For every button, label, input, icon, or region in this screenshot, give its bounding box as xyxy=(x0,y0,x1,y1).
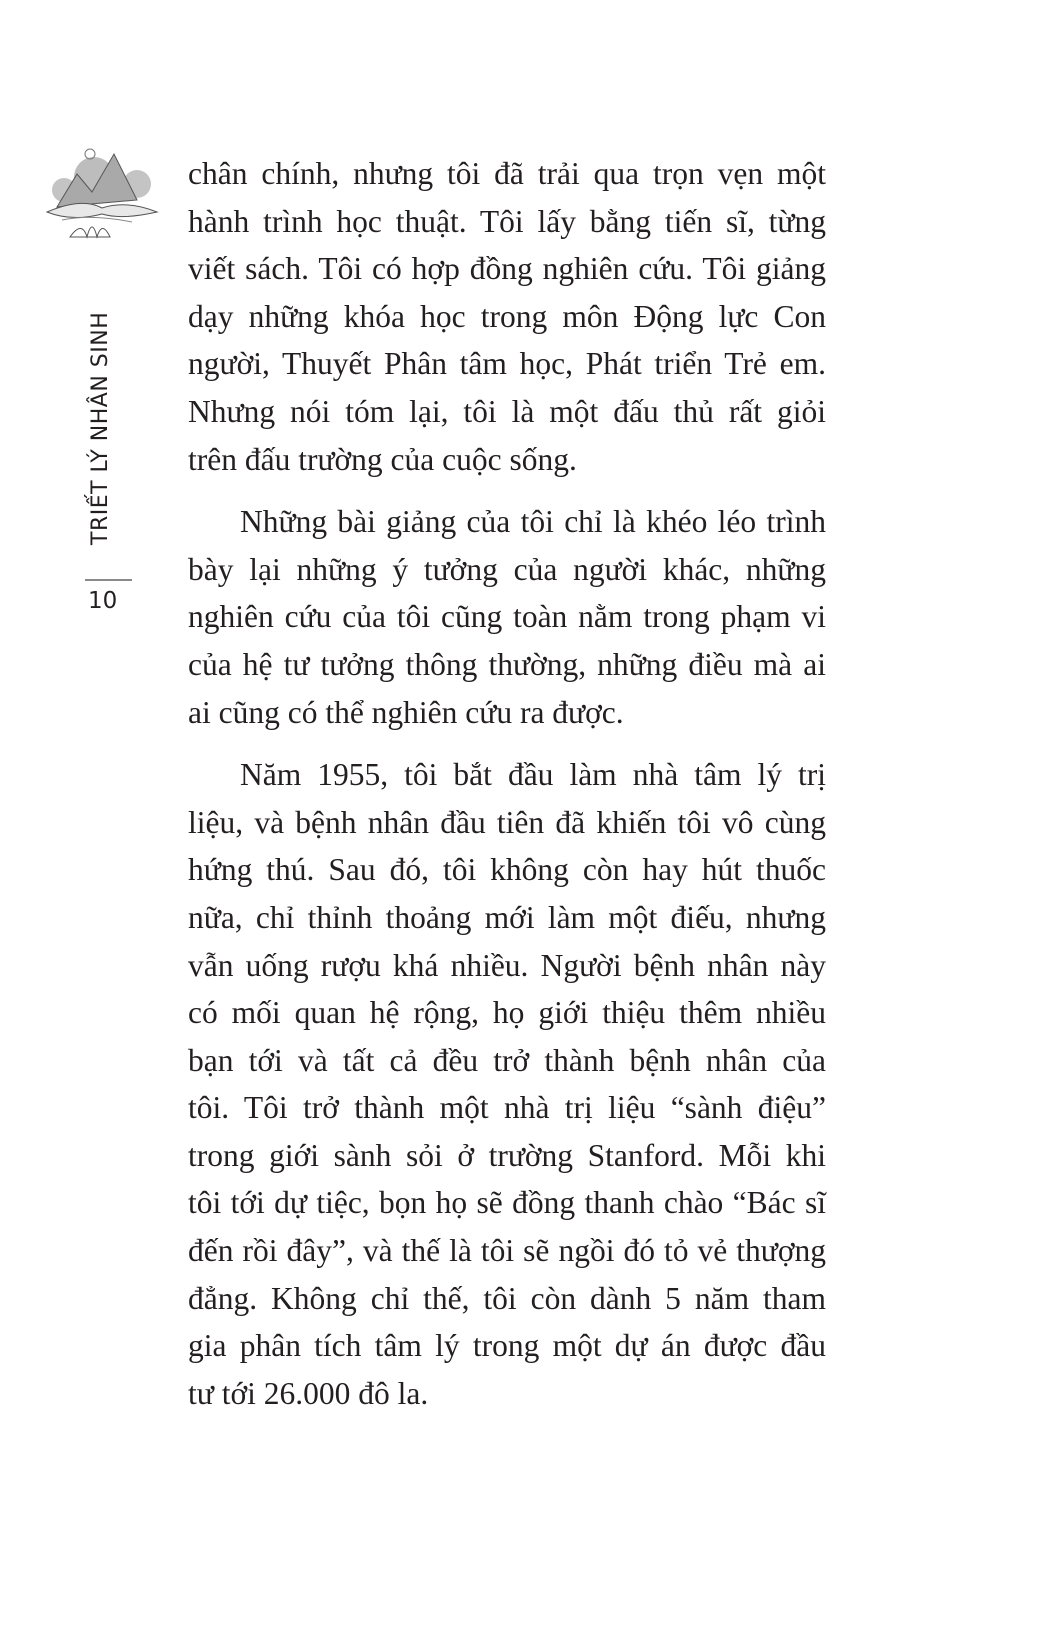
text-line: trên đấu trường của cuộc sống. xyxy=(188,441,577,477)
text-line: dạy những khóa học trong môn Động lực Con xyxy=(188,298,826,334)
text-line: hành trình học thuật. Tôi lấy bằng tiến sĩ, từng xyxy=(188,203,826,239)
text-line: tôi. Tôi trở thành một nhà trị liệu “sành điệu” xyxy=(188,1090,826,1126)
text-line: đến rồi đây”, và thế là tôi sẽ ngồi đó tỏ vẻ thượng xyxy=(188,1233,826,1269)
text-line: trong giới sành sỏi ở trường Stanford. Mỗi khi xyxy=(188,1137,826,1173)
text-line: viết sách. Tôi có hợp đồng nghiên cứu. Tôi giảng xyxy=(188,251,826,287)
text-line: Những bài giảng của tôi chỉ là khéo léo trình xyxy=(240,504,826,540)
text-line: gia phân tích tâm lý trong một dự án được đầu xyxy=(188,1328,826,1364)
text-line: chân chính, nhưng tôi đã trải qua trọn vẹn một xyxy=(188,156,826,191)
text-line: Nhưng nói tóm lại, tôi là một đấu thủ rất giỏi xyxy=(188,393,826,429)
text-line: Năm 1955, tôi bắt đầu làm nhà tâm lý trị xyxy=(240,757,826,793)
text-line: vẫn uống rượu khá nhiều. Người bệnh nhân này xyxy=(188,947,826,983)
text-line: tôi tới dự tiệc, bọn họ sẽ đồng thanh chào “Bác sĩ xyxy=(188,1185,826,1221)
page-number: 10 xyxy=(88,588,118,614)
paragraph xyxy=(188,150,826,483)
text-line: bày lại những ý tưởng của người khác, những xyxy=(188,551,826,587)
paragraph xyxy=(188,498,826,736)
text-line: người, Thuyết Phân tâm học, Phát triển Trẻ em. xyxy=(188,346,826,382)
text-line: của hệ tư tưởng thông thường, những điều mà ai xyxy=(188,646,826,682)
text-line: ai cũng có thể nghiên cứu ra được. xyxy=(188,694,624,730)
text-line: bạn tới và tất cả đều trở thành bệnh nhân của xyxy=(188,1042,826,1078)
text-line: nghiên cứu của tôi cũng toàn nằm trong phạm vi xyxy=(188,599,826,635)
mountain-lotus-logo-icon xyxy=(42,142,162,242)
text-line: đẳng. Không chỉ thế, tôi còn dành 5 năm tham xyxy=(188,1280,826,1316)
text-line: liệu, và bệnh nhân đầu tiên đã khiến tôi vô cùng xyxy=(188,804,826,840)
text-line: nữa, chỉ thỉnh thoảng mới làm một điếu, nhưng xyxy=(188,899,826,935)
text-line: có mối quan hệ rộng, họ giới thiệu thêm nhiều xyxy=(188,995,826,1031)
paragraph xyxy=(188,751,826,1417)
running-title: TRIẾT LÝ NHÂN SINH xyxy=(88,311,113,545)
text-line: hứng thú. Sau đó, tôi không còn hay hút thuốc xyxy=(188,852,826,888)
divider xyxy=(85,579,132,581)
body-text xyxy=(188,150,826,1432)
text-line: tư tới 26.000 đô la. xyxy=(188,1375,429,1411)
